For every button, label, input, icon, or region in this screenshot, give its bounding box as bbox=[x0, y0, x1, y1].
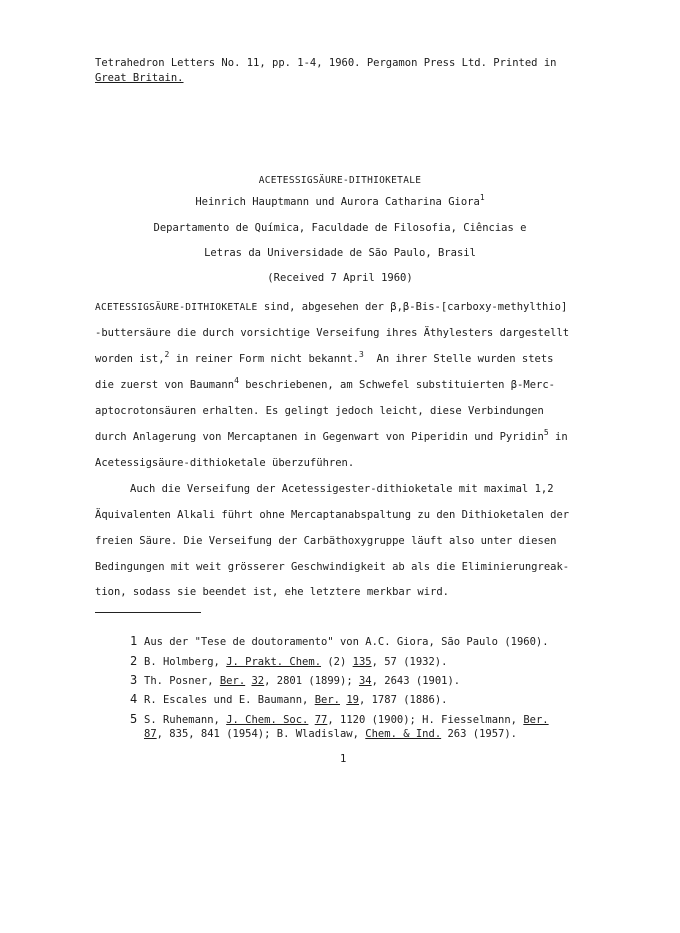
footnote-5-journal3: Chem. & Ind. bbox=[365, 728, 442, 740]
footnote-5-line2 bbox=[144, 727, 517, 741]
para1-line7: Acetessigsäure-dithioketale überzuführen. bbox=[95, 457, 355, 469]
journal-header-line2: Great Britain. bbox=[95, 72, 184, 84]
para2-line4: Bedingungen mit weit grösserer Geschwindigkeit ab als die Eliminierungreak- bbox=[95, 561, 570, 573]
para1-line1 bbox=[95, 300, 567, 315]
footnote-4-number: 4 bbox=[130, 692, 138, 706]
footnote-2-author: B. Holmberg, bbox=[144, 656, 227, 668]
footnote-5-pages1: , 1120 (1900); H. Fiesselmann, bbox=[327, 714, 524, 726]
footnote-4 bbox=[130, 692, 447, 707]
footnote-5-volume2: 87 bbox=[144, 728, 157, 740]
footnote-5-journal1: J. Chem. Soc. bbox=[226, 714, 309, 726]
footnote-3 bbox=[130, 673, 460, 688]
ref-mark-2: 2 bbox=[164, 350, 170, 359]
authors bbox=[0, 195, 680, 209]
para1-line6 bbox=[95, 430, 568, 444]
footnote-5-author1: S. Ruhemann, bbox=[144, 714, 227, 726]
footnote-4-volume: 19 bbox=[346, 694, 359, 706]
footnote-2 bbox=[130, 654, 447, 669]
footnote-5-pages3: 263 (1957). bbox=[441, 728, 517, 740]
para2-line2: Äquivalenten Alkali führt ohne Mercaptanabspaltung zu den Dithioketalen der bbox=[95, 509, 570, 521]
authors-names: Heinrich Hauptmann und Aurora Catharina Giora bbox=[195, 196, 480, 208]
footnote-3-pages1: , 2801 (1899); bbox=[264, 675, 359, 687]
footnote-divider bbox=[95, 612, 201, 613]
footnote-4-authors: R. Escales und E. Baumann, bbox=[144, 694, 315, 706]
para1-line3-c: An ihrer Stelle wurden stets bbox=[363, 353, 554, 365]
footnote-4-journal: Ber. bbox=[314, 694, 340, 706]
footnote-4-pages: , 1787 (1886). bbox=[358, 694, 448, 706]
footnote-5 bbox=[130, 712, 549, 727]
footnote-2-number: 2 bbox=[130, 654, 138, 668]
footnote-3-pages2: , 2643 (1901). bbox=[371, 675, 461, 687]
footnote-1 bbox=[130, 634, 549, 649]
article-title: ACETESSIGSÄURE-DITHIOKETALE bbox=[258, 175, 422, 186]
para1-line2: -buttersäure die durch vorsichtige Verseifung ihres Äthylesters dargestellt bbox=[95, 327, 570, 339]
para2-line5: tion, sodass sie beendet ist, ehe letztere merkbar wird. bbox=[95, 586, 450, 598]
para2-line3: freien Säure. Die Verseifung der Carbäthoxygruppe läuft also unter diesen bbox=[95, 535, 557, 547]
para1-line5: aptocrotonsäuren erhalten. Es gelingt jedoch leicht, diese Verbindungen bbox=[95, 405, 544, 417]
journal-header-line1: Tetrahedron Letters No. 11, pp. 1-4, 1960. Pergamon Press Ltd. Printed in bbox=[95, 57, 557, 69]
para1-lead: ACETESSIGSÄURE-DITHIOKETALE bbox=[95, 302, 258, 313]
para1-line4 bbox=[95, 378, 555, 392]
affiliation-line1: Departamento de Química, Faculdade de Filosofia, Ciências e bbox=[153, 222, 527, 234]
para1-line1-rest: sind, abgesehen der β,β-Bis-[carboxy-methylthio] bbox=[257, 301, 568, 313]
para2-line1: Auch die Verseifung der Acetessigester-dithioketale mit maximal 1,2 bbox=[130, 483, 554, 495]
para1-line4-a: die zuerst von Baumann bbox=[95, 379, 235, 391]
ref-mark-4: 4 bbox=[234, 376, 239, 385]
footnote-5-journal2: Ber. bbox=[523, 714, 549, 726]
para1-line3 bbox=[95, 352, 554, 366]
ref-mark-5: 5 bbox=[543, 428, 549, 437]
footnote-5-pages2: , 835, 841 (1954); B. Wladislaw, bbox=[156, 728, 366, 740]
footnote-2-series: (2) bbox=[321, 656, 353, 668]
footnote-3-journal: Ber. bbox=[219, 675, 246, 687]
footnote-2-pages: , 57 (1932). bbox=[371, 656, 448, 668]
received-date: (Received 7 April 1960) bbox=[267, 272, 413, 284]
footnote-3-author: Th. Posner, bbox=[144, 675, 220, 687]
para1-line4-b: beschriebenen, am Schwefel substituierten β-Merc- bbox=[238, 379, 555, 391]
page-number: 1 bbox=[340, 753, 347, 765]
ref-mark-3: 3 bbox=[359, 350, 364, 359]
footnote-3-volume2: 34 bbox=[358, 675, 372, 687]
footnote-5-volume1: 77 bbox=[314, 714, 328, 726]
para1-line3-b: in reiner Form nicht bekannt. bbox=[169, 353, 360, 365]
footnote-2-journal: J. Prakt. Chem. bbox=[226, 656, 322, 668]
footnote-1-number: 1 bbox=[130, 634, 138, 648]
footnote-2-volume: 135 bbox=[352, 656, 372, 668]
para1-line6-a: durch Anlagerung von Mercaptanen in Gegenwart von Piperidin und Pyridin bbox=[95, 431, 544, 443]
para1-line6-b: in bbox=[548, 431, 568, 443]
footnote-5-number: 5 bbox=[130, 712, 138, 726]
footnote-1-text: Aus der "Tese de doutoramento" von A.C. Giora, São Paulo (1960). bbox=[144, 636, 549, 648]
footnote-3-number: 3 bbox=[130, 673, 138, 687]
para1-line3-a: worden ist, bbox=[95, 353, 165, 365]
authors-footnote-mark: 1 bbox=[479, 193, 485, 202]
footnote-3-volume1: 32 bbox=[251, 675, 265, 687]
affiliation-line2: Letras da Universidade de São Paulo, Brasil bbox=[204, 247, 476, 259]
